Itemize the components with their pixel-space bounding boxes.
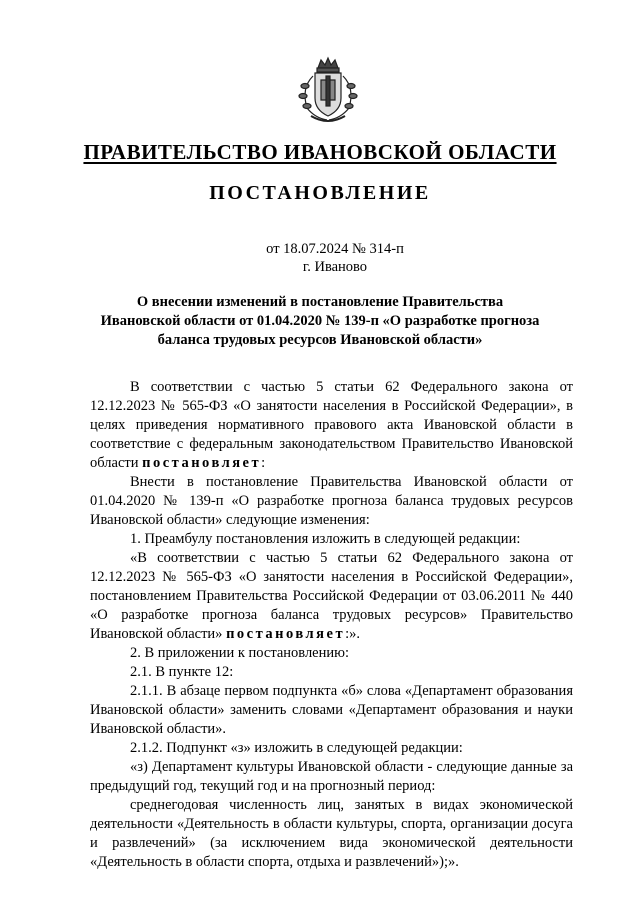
paragraph: «з) Департамент культуры Ивановской области - следующие данные за предыдущий год, текущий год и на прогнозный период: xyxy=(90,759,573,794)
document-body xyxy=(90,378,573,872)
paragraph: 2.1.1. В абзаце первом подпункта «б» слова «Департамент образования Ивановской области» заменить словами «Департамент образования и науки Ивановской области». xyxy=(90,683,573,737)
paragraph-text: В соответствии с частью 5 статьи 62 Федерального закона от 12.12.2023 № 565-ФЗ «О занятости населения в Российской Федерации», в целях приведения нормативного правового акта Ивановской области в соответствие с федеральным законодательством Правительство Ивановской области xyxy=(90,379,573,471)
paragraph: 2. В приложении к постановлению: xyxy=(130,645,350,661)
organization-title: ПРАВИТЕЛЬСТВО ИВАНОВСКОЙ ОБЛАСТИ xyxy=(83,140,557,164)
paragraph-quoted-preamble xyxy=(90,549,573,644)
subject-line: Ивановской области от 01.04.2020 № 139-п «О разработке прогноза xyxy=(100,313,540,329)
coat-of-arms-icon xyxy=(293,56,363,126)
paragraph: 2.1. В пункте 12: xyxy=(130,664,234,680)
decree-word: постановляет xyxy=(226,626,346,642)
paragraph-preamble xyxy=(90,378,573,473)
punctuation: :». xyxy=(345,626,360,642)
city: г. Иваново xyxy=(302,259,368,275)
punctuation: : xyxy=(261,455,266,471)
subject-line: О внесении изменений в постановление Правительства xyxy=(136,294,504,310)
subject-line: баланса трудовых ресурсов Ивановской области» xyxy=(157,332,483,348)
document-type: ПОСТАНОВЛЕНИЕ xyxy=(209,182,431,204)
document-subject xyxy=(90,293,550,350)
paragraph: 1. Преамбулу постановления изложить в следующей редакции: xyxy=(130,531,521,547)
paragraph: Внести в постановление Правительства Ивановской области от 01.04.2020 № 139-п «О разработке прогноза баланса трудовых ресурсов Ивановской области» следующие изменения: xyxy=(90,474,573,528)
paragraph-text: «В соответствии с частью 5 статьи 62 Федерального закона от 12.12.2023 № 565-ФЗ «О занятости населения в Российской Федерации», постановлением Правительства Российской Федерации от 03.06.2011 № 440 «О разработке прогноза баланса трудовых ресурсов» Правительство Ивановской области» xyxy=(90,550,573,642)
paragraph: 2.1.2. Подпункт «з» изложить в следующей редакции: xyxy=(130,740,463,756)
decree-word: постановляет xyxy=(142,455,262,471)
date-number: от 18.07.2024 № 314-п xyxy=(266,241,404,257)
paragraph: среднегодовая численность лиц, занятых в видах экономической деятельности «Деятельность в области культуры, спорта, организации досуга и развлечений» (за исключением вида экономической деятельности «Деятельность в области спорта, отдыха и развлечений»);». xyxy=(90,797,573,870)
